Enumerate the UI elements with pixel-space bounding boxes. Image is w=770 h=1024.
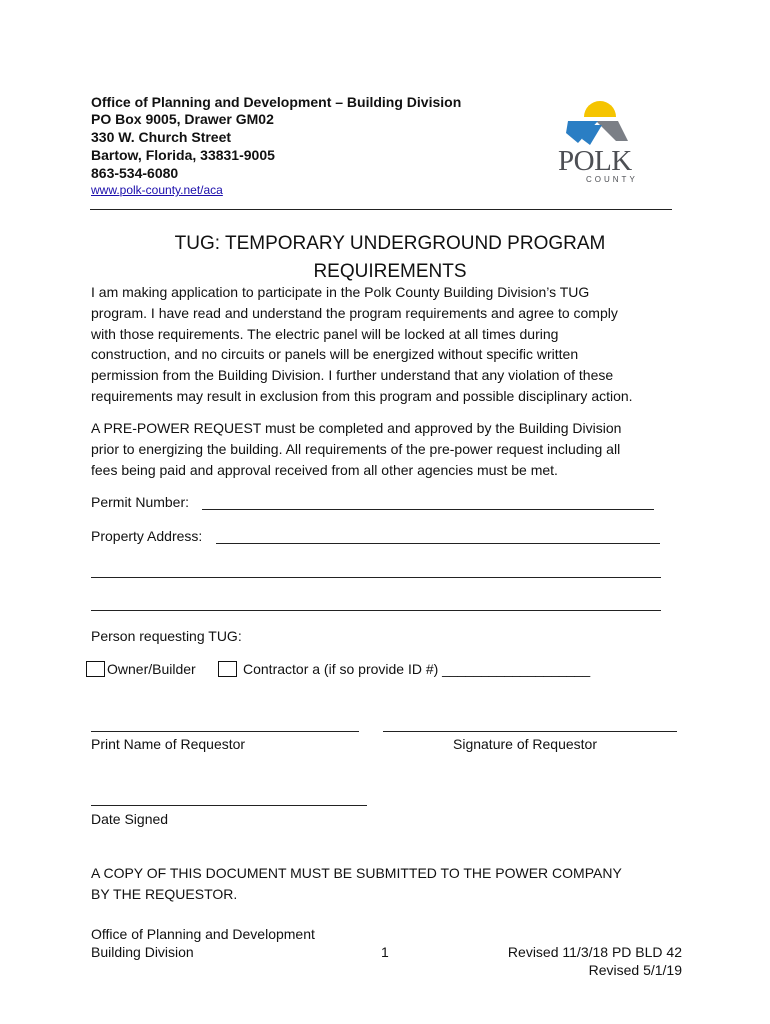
po-box: PO Box 9005, Drawer GM02 [91, 111, 274, 127]
revision-line-2: Revised 5/1/19 [588, 962, 682, 978]
contractor-checkbox[interactable] [218, 661, 237, 677]
property-address-line-2[interactable] [91, 577, 661, 578]
owner-builder-checkbox[interactable] [86, 661, 105, 677]
paragraph-line: construction, and no circuits or panels will be energized without specific written [91, 346, 579, 363]
logo-wordmark: POLK [558, 145, 632, 177]
city-state-zip: Bartow, Florida, 33831-9005 [91, 147, 275, 163]
website-link[interactable]: www.polk-county.net/aca [91, 183, 223, 197]
paragraph-line: I am making application to participate in the Polk County Building Division’s TUG [91, 284, 590, 300]
signature-label: Signature of Requestor [453, 736, 597, 752]
revision-line-1: Revised 11/3/18 PD BLD 42 [507, 944, 682, 960]
signature-field[interactable] [383, 731, 677, 732]
paragraph-line: program. I have read and understand the program requirements and agree to comply [91, 304, 618, 321]
date-signed-label: Date Signed [91, 811, 169, 827]
document-title [90, 230, 690, 286]
notice-line: BY THE REQUESTOR. [91, 885, 238, 902]
logo-subtitle: COUNTY [586, 175, 638, 184]
header-divider [90, 209, 672, 210]
property-address-field[interactable] [216, 543, 660, 544]
notice-line: A COPY OF THIS DOCUMENT MUST BE SUBMITTED TO THE POWER COMPANY [91, 865, 622, 881]
print-name-label: Print Name of Requestor [91, 736, 246, 752]
paragraph-line: prior to energizing the building. All requirements of the pre-power request including all [91, 440, 621, 457]
title-line-1: TUG: TEMPORARY UNDERGROUND PROGRAM [174, 233, 606, 254]
property-address-line-3[interactable] [91, 610, 661, 611]
title-line-2: REQUIREMENTS [313, 261, 467, 282]
polk-county-logo [556, 95, 646, 185]
property-address-label: Property Address: [91, 528, 203, 544]
logo-sun-icon [584, 101, 616, 117]
footer-office [91, 925, 315, 961]
permit-number-field[interactable] [202, 509, 654, 510]
paragraph-line: requirements may result in exclusion from this program and possible disciplinary action. [91, 387, 633, 404]
date-signed-field[interactable] [91, 805, 367, 806]
paragraph-line: with those requirements. The electric panel will be locked at all times during [91, 325, 559, 342]
footer-office-line-2: Building Division [91, 944, 194, 960]
street-address: 330 W. Church Street [91, 129, 232, 145]
paragraph-line: fees being paid and approval received from all other agencies must be met. [91, 461, 558, 478]
print-name-field[interactable] [91, 731, 359, 732]
owner-builder-label: Owner/Builder [107, 661, 196, 677]
submission-notice [91, 863, 691, 905]
permit-number-label: Permit Number: [91, 494, 190, 510]
pre-power-paragraph [91, 418, 691, 480]
person-requesting-label: Person requesting TUG: [91, 628, 242, 644]
page-number: 1 [381, 944, 389, 960]
logo-road-gray-icon [596, 121, 628, 141]
paragraph-line: A PRE-POWER REQUEST must be completed and approved by the Building Division [91, 420, 622, 436]
contractor-label: Contractor a (if so provide ID #) ___________________ [243, 661, 591, 677]
paragraph-line: permission from the Building Division. I further understand that any violation of these [91, 367, 614, 384]
footer-office-line-1: Office of Planning and Development [91, 926, 315, 942]
phone-number: 863-534-6080 [91, 165, 179, 181]
revision-info [508, 943, 682, 979]
agreement-paragraph [91, 282, 691, 407]
office-name: Office of Planning and Development – Building Division [91, 94, 462, 110]
